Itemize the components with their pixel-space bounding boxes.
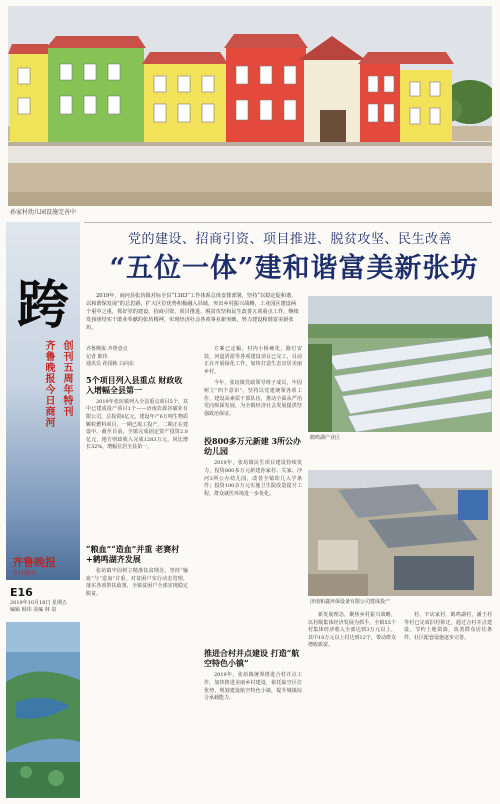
lake-aerial-photo (6, 622, 80, 798)
issue-date (10, 600, 80, 614)
body-text-c: 新发展理念，聚焦乡村振兴战略，以村级集体经济发展为抓手，全镇55个村集体经济收入全部达到3万元以上，其中10万元以上村达到12个，带动群众增收致富。 (308, 612, 396, 649)
editor-text: 编辑 韩伟 美编 林 泉 (10, 607, 57, 613)
section-2-title: 投800多万元新建 3所公办幼儿园 (204, 436, 302, 457)
byline-1: 齐鲁晚报·齐鲁壹点 (86, 346, 128, 352)
section-4-text: 2019年，张坊镇统筹推进合村并点工作，加快推进美丽乡村建设，依托临空区位优势，规划建设航空特色小镇，提升城镇综合承载能力。 (204, 672, 302, 702)
section-divider (84, 222, 492, 223)
factory-photo (308, 470, 492, 596)
article-headline: “五位一体”建和谐富美新张坊 (109, 253, 479, 284)
kindergarten-photo (8, 6, 492, 206)
section-1-title: 5个项目列入县重点 财政收入增幅全县第一 (86, 374, 183, 395)
banner-red-text-2: 创刊五周年特刊 (61, 340, 72, 417)
article-kicker: 党的建设、招商引资、项目推进、脱贫攻坚、民生改善 (127, 232, 452, 247)
greenhouse-photo (308, 296, 492, 432)
section-3-text: 张坊镇牢固树立精准扶贫理念，坚持“输血”与“造血”并重，对贫困户实行动态管理，落实各项帮扶政策，全镇贫困户全部实现稳定脱贫。 (86, 567, 188, 597)
banner-big-character: 跨 (16, 275, 69, 336)
factory-caption: 济南和鑫环保设备有限公司建成投产 (310, 599, 391, 605)
body-text-b: 今年，张坊镇党政领导班子成员，牢固树立“四个意识”，坚持以党建统领各项工作，建设高素质干部队伍，推动全面从严治党向纵深发展，为全镇经济社会发展提供坚强政治保证。 (204, 380, 302, 417)
section-4-title: 推进合村并点建设 打造“航空特色小镇” (204, 648, 300, 669)
byline-2: 记者 陈伟 (86, 353, 108, 360)
article-column-2 (204, 346, 302, 703)
article-column-1 (86, 346, 188, 598)
anniversary-banner (6, 222, 80, 580)
section-3-title: “粮血”“造血”并重 老赛村+鹤鸣湖齐发展 (86, 543, 180, 564)
date-text: 2019年10月18日 星期五 (10, 600, 68, 606)
body-text-a: 方案已定稿，村内小桥硬化，路灯安装，河道清淤等各项建设项目已完工，目前正在开展绿化工作，加快打造生态宜居美丽乡村。 (204, 346, 302, 375)
greenhouse-caption: 鹤鸣湖产业区 (310, 435, 341, 441)
left-banner-column (6, 222, 80, 798)
banner-red-text-1: 齐鲁晚报今日商河 (43, 340, 54, 428)
article-lead: 2019年，商河县张坊镇对标全县“1383”工作体系总体安排部署，坚持“以稳定促和谐、以和谐保发展”的总思路，扩大区位优势积极融入县域，突出乡村振兴战略，工业园区建设两个重中之重，抓好党的建设、招商引资、项目推进、脱贫攻坚和民生改善五项重点工作，继续发扬团结实干敢业奉献的张坊精神，实现经济社会各项事业新突破，努力建设和谐富美新张坊。 (86, 293, 299, 331)
section-2-text: 2019年，张坊镇民生项目建设持续发力，投资800多万元新建孙家村、关家、沙河3所公办幼儿园，改善全镇幼儿入学条件；投资100余万元实施卫生院改造提升工程，群众就医环境进一步优化。 (204, 460, 302, 497)
paper-logo-sub: 今日商河 (12, 570, 37, 577)
byline-3: 通讯员 孙国栋 白向东 (86, 361, 135, 368)
body-text-d: 村、辛店家村，鹤鸣湖村，潘王村等村已完成旧村拆迁，通过合村并点建设，节约土地资源，改善群众居住条件，社区配套设施逐步完善。 (404, 612, 492, 641)
section-1-text: 2019年张坊镇列入全县重点项目5个，其中已建成投产项目1个——济南农源谷碳业有限公司，总投资6亿元，建设年产6万吨生物质颗粒燃料项目，一期已竣工投产，二期正在建设中。截至目前，全镇完成固定资产投资2.8亿元，地方财政收入完成1283万元，同比增长32%，增幅位居全县第一。 (86, 398, 188, 451)
page-number: E16 (10, 586, 33, 599)
paper-logo: 齐鲁晚报 (12, 556, 56, 569)
article-column-4 (404, 612, 492, 642)
top-photo-caption: 孙家村幼儿园设施完善中 (10, 209, 77, 216)
article-column-3 (308, 612, 396, 650)
